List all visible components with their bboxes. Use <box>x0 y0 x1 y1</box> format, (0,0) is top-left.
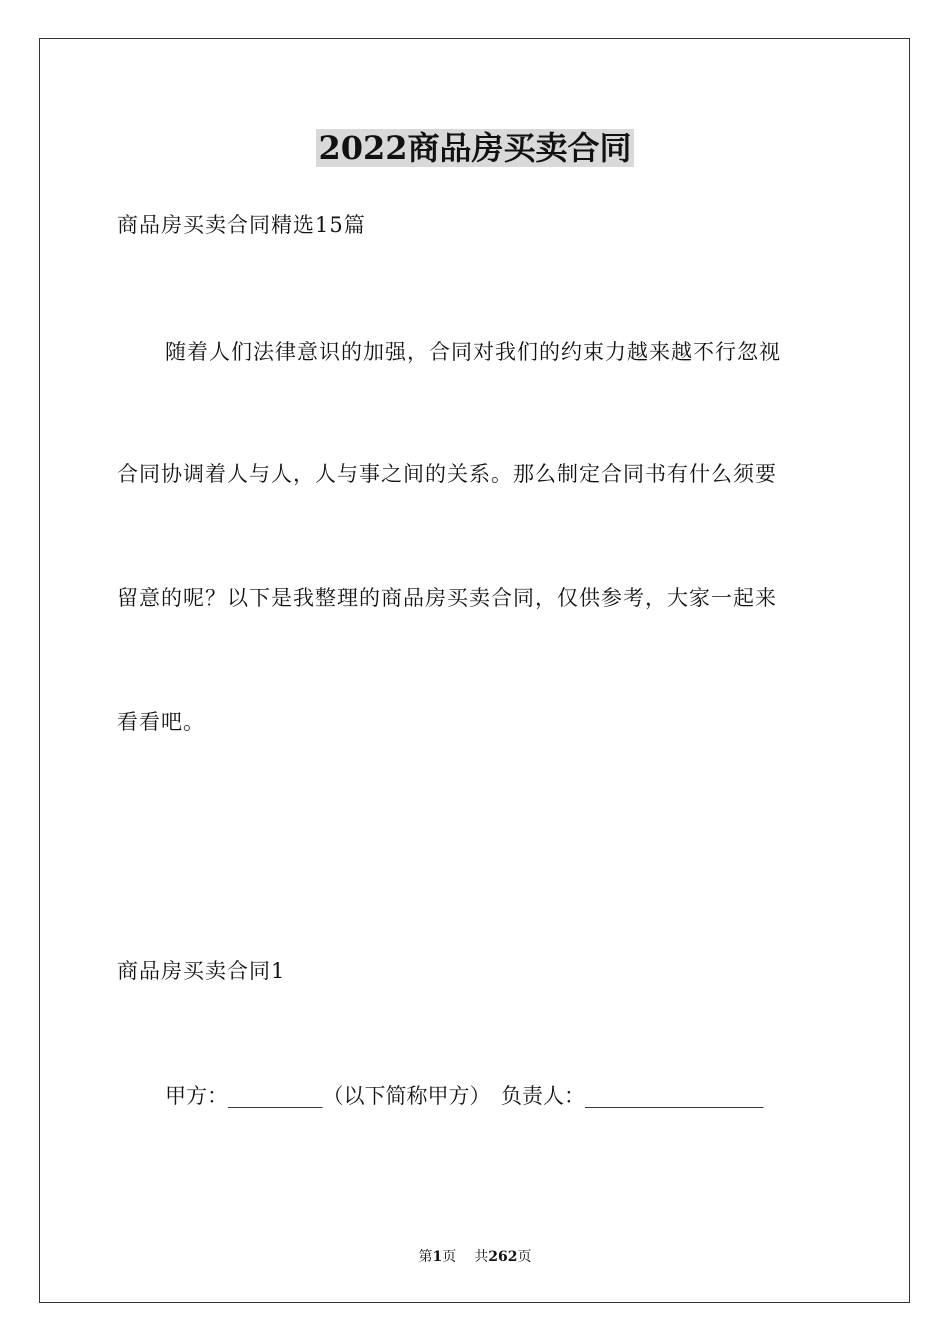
page-footer <box>0 1247 950 1267</box>
document-title <box>0 128 950 168</box>
intro-line-3: 留意的呢？以下是我整理的商品房买卖合同，仅供参考，大家一起来 <box>117 586 777 610</box>
footer-page-suffix: 页 <box>442 1249 457 1265</box>
intro-line-2: 合同协调着人与人，人与事之间的关系。那么制定合同书有什么须要 <box>117 462 777 486</box>
document-subtitle: 商品房买卖合同精选15篇 <box>117 213 366 237</box>
footer-total-prefix: 共 <box>474 1249 489 1265</box>
document-title-text: 2022商品房买卖合同 <box>318 129 632 167</box>
footer-page-prefix: 第 <box>418 1249 433 1265</box>
footer-page-number: 1 <box>432 1249 443 1265</box>
party-a-line: 甲方：_________（以下简称甲方） 负责人：_________________ <box>165 1084 764 1108</box>
intro-line-4: 看看吧。 <box>117 710 205 734</box>
section-title: 商品房买卖合同1 <box>117 959 286 983</box>
intro-line-1: 随着人们法律意识的加强，合同对我们的约束力越来越不行忽视 <box>165 340 781 364</box>
footer-total-suffix: 页 <box>517 1249 532 1265</box>
footer-total-pages: 262 <box>488 1249 518 1265</box>
